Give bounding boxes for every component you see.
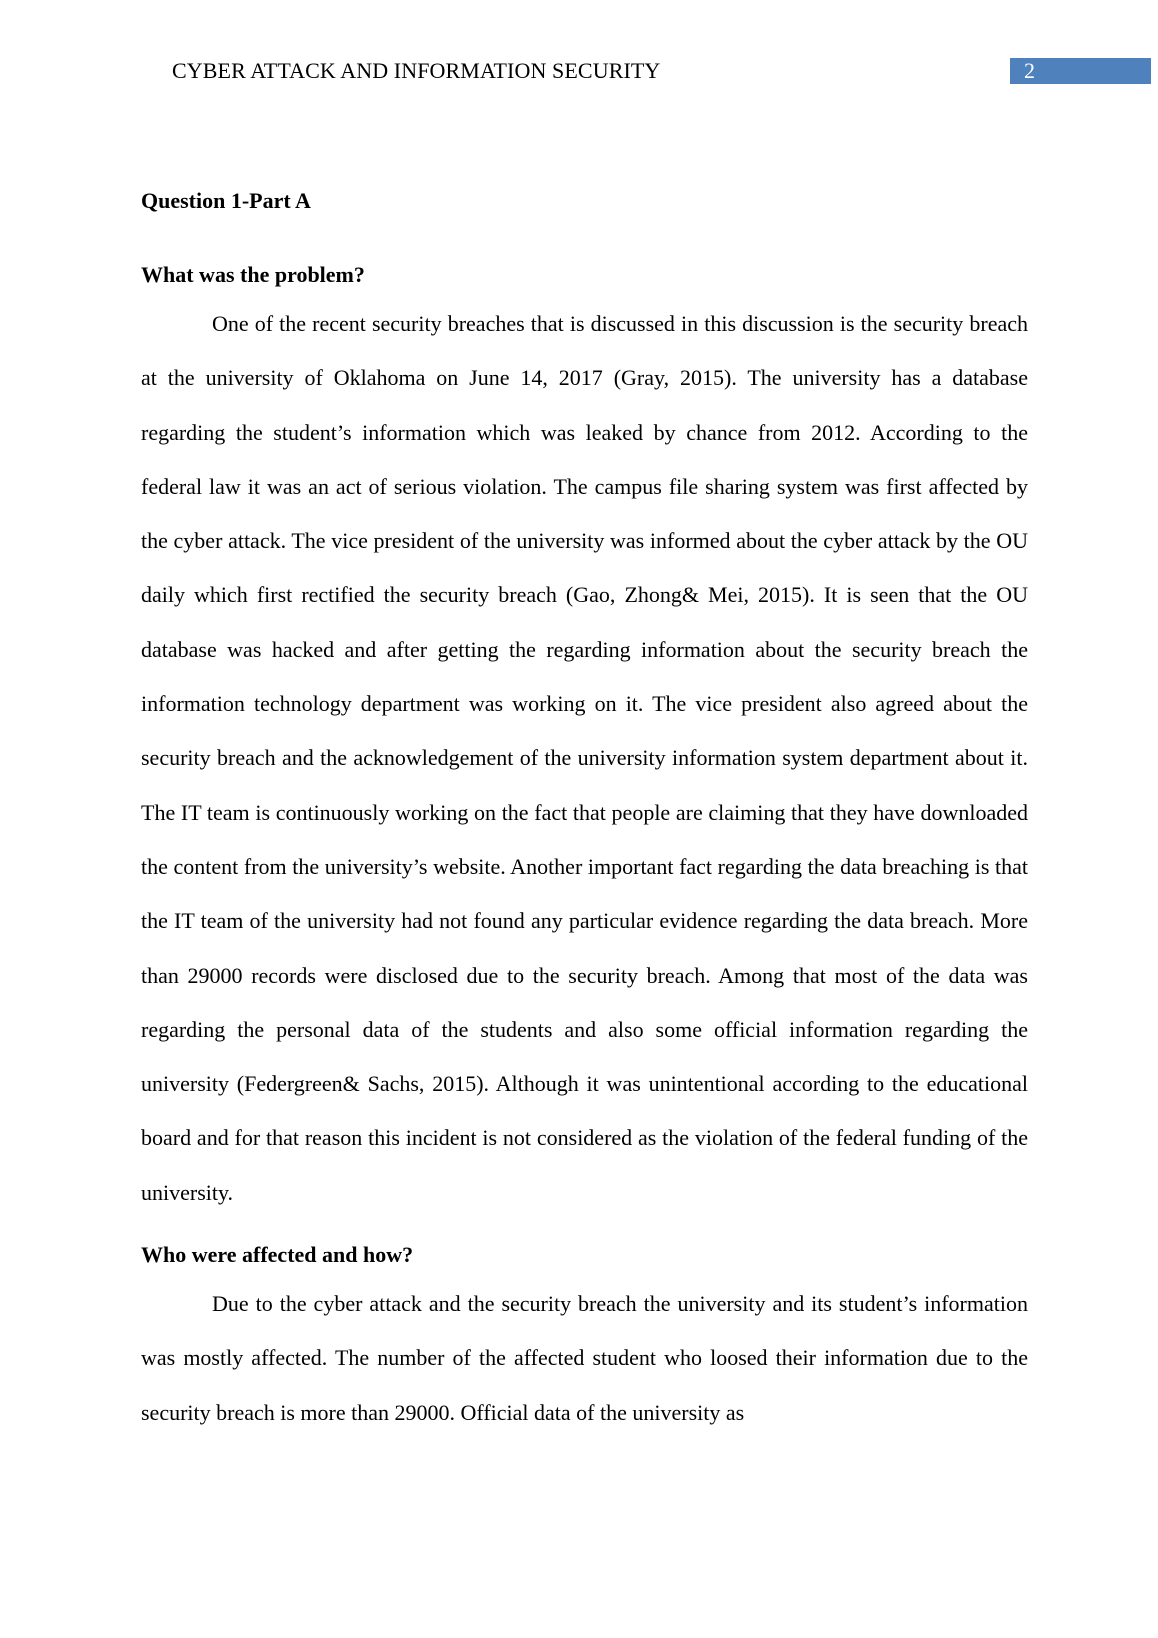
running-head: CYBER ATTACK AND INFORMATION SECURITY xyxy=(172,58,661,83)
paragraph-problem: One of the recent security breaches that is discussed in this discussion is the security breach at the university of Oklahoma on June 14, 2017 (Gray, 2015). The university has a database regarding the student’s information which was leaked by chance from 2012. According to the federal law it was an act of serious violation. The campus file sharing system was first affected by the cyber attack. The vice president of the university was informed about the cyber attack by the OU daily which first rectified the security breach (Gao, Zhong& Mei, 2015). It is seen that the OU database was hacked and after getting the regarding information about the security breach the information technology department was working on it. The vice president also agreed about the security breach and the acknowledgement of the university information system department about it. The IT team is continuously working on the fact that people are claiming that they have downloaded the content from the university’s website. Another important fact regarding the data breaching is that the IT team of the university had not found any particular evidence regarding the data breach. More than 29000 records were disclosed due to the security breach. Among that most of the data was regarding the personal data of the students and also some official information regarding the university (Federgreen& Sachs, 2015). Although it was unintentional according to the educational board and for that reason this incident is not considered as the violation of the federal funding of the university. xyxy=(141,311,1028,1205)
section-title: Question 1-Part A xyxy=(141,188,311,213)
subheading-affected: Who were affected and how? xyxy=(141,1242,414,1268)
page-number: 2 xyxy=(1010,58,1151,84)
document-body xyxy=(141,180,1028,1440)
subheading-problem: What was the problem? xyxy=(141,262,365,287)
paragraph-affected: Due to the cyber attack and the security breach the university and its student’s information was mostly affected. The number of the affected student who loosed their information due to the security breach is more than 29000. Official data of the university as xyxy=(141,1291,1028,1425)
